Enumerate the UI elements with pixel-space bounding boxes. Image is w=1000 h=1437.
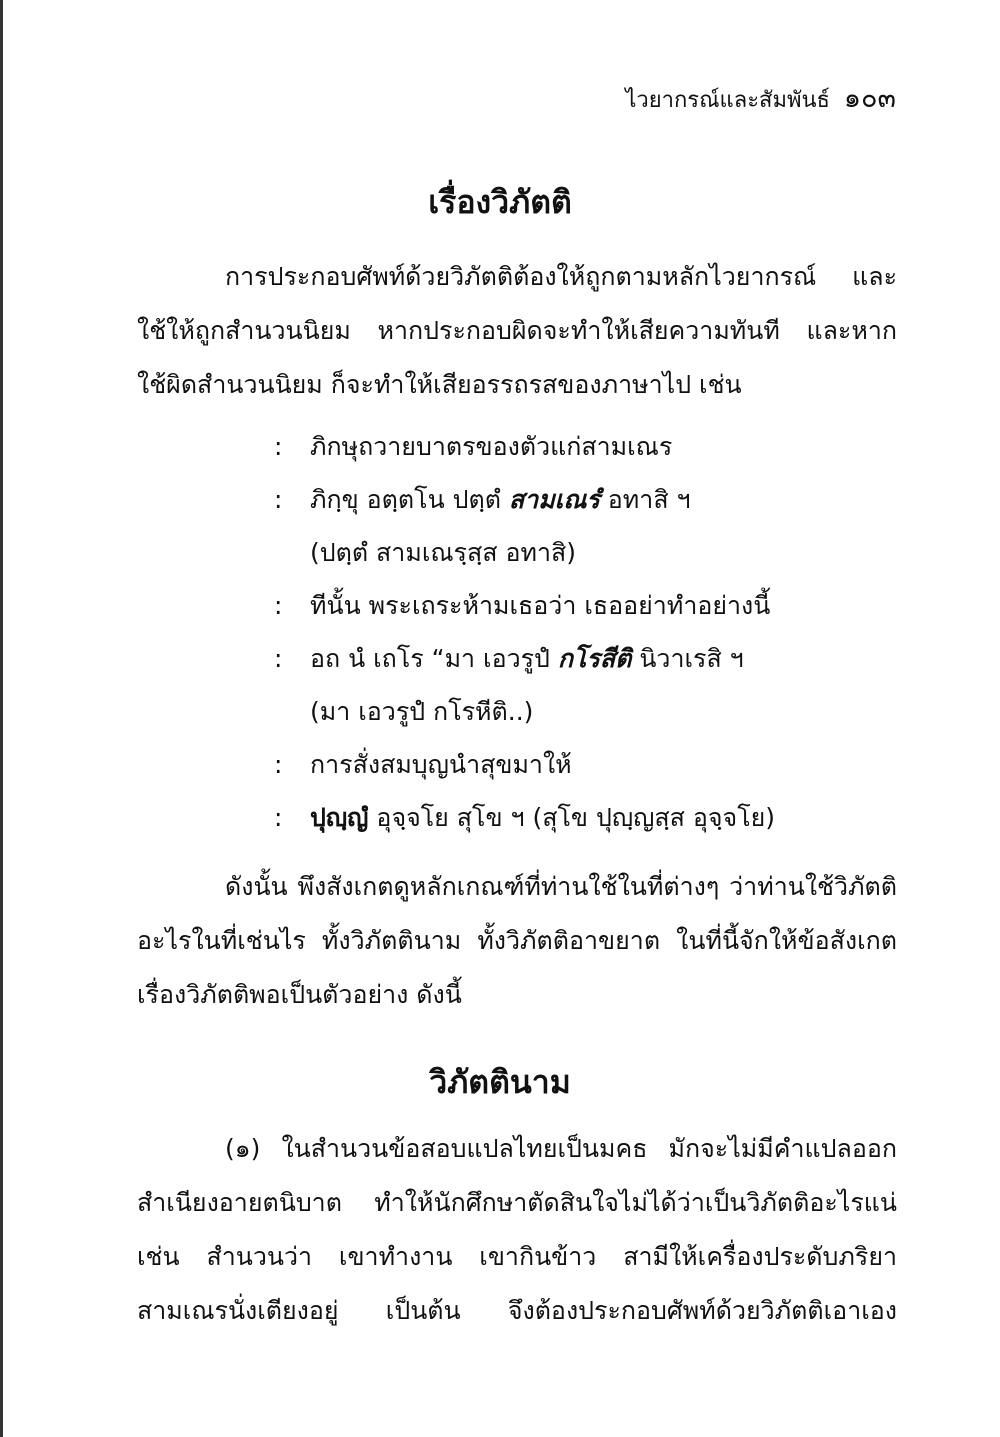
example-thai: ทีนั้น พระเถระห้ามเธอว่า เธออย่าทำอย่างนี้: [310, 591, 771, 620]
example-colon: :: [274, 485, 283, 514]
example-line: [274, 420, 900, 473]
example-pali: อุจฺจโย สุโข ฯ (สุโข ปุญฺญสฺส อุจฺจโย): [368, 803, 776, 832]
example-colon: :: [274, 591, 283, 620]
conclusion-paragraph: [137, 860, 897, 1022]
intro-paragraph: [137, 250, 897, 412]
conclusion-line: อะไรในที่เช่นไร ทั้งวิภัตตินาม ทั้งวิภัตติอาขยาต ในที่นี้จักให้ข้อสังเกต: [137, 926, 897, 955]
example-thai: การสั่งสมบุญนำสุขมาให้: [310, 750, 572, 779]
intro-line: ใช้ผิดสำนวนนิยม ก็จะทำให้เสียอรรถรสของภาษาไป เช่น: [137, 370, 742, 399]
example-thai: ภิกษุถวายบาตรของตัวแก่สามเณร: [310, 432, 673, 461]
item-1-paragraph: [137, 1122, 897, 1338]
example-colon: :: [274, 803, 283, 832]
intro-line: ใช้ให้ถูกสำนวนนิยม หากประกอบผิดจะทำให้เสียความทันที และหาก: [137, 316, 897, 345]
running-header-title: ไวยากรณ์และสัมพันธ์: [625, 88, 830, 113]
example-line: [274, 791, 900, 844]
conclusion-line: ดังนั้น พึงสังเกตดูหลักเกณฑ์ที่ท่านใช้ในที่ต่างๆ ว่าท่านใช้วิภัตติ: [225, 872, 897, 901]
example-colon: :: [274, 432, 283, 461]
example-line: [274, 473, 900, 526]
example-bold-word: ปุญฺญํ: [310, 803, 369, 832]
section-title: เรื่องวิภัตติ: [428, 183, 572, 221]
conclusion-line: เรื่องวิภัตติพอเป็นตัวอย่าง ดังนี้: [137, 980, 462, 1009]
running-header: [625, 84, 896, 116]
example-line: [274, 632, 900, 685]
example-correction: [274, 526, 900, 579]
example-list: [274, 420, 900, 844]
subsection-title: วิภัตตินาม: [429, 1063, 571, 1101]
item-1-line: สำเนียงอายตนิบาต ทำให้นักศึกษาตัดสินใจไม่ได้ว่าเป็นวิภัตติอะไรแน่: [137, 1188, 897, 1217]
intro-line: การประกอบศัพท์ด้วยวิภัตติต้องให้ถูกตามหลักไวยากรณ์ และ: [225, 262, 897, 291]
example-colon: :: [274, 750, 283, 779]
example-correction-text: (มา เอวรูปํ กโรหีติ..): [310, 697, 534, 726]
example-correction: [274, 685, 900, 738]
item-1-line: (๑) ในสำนวนข้อสอบแปลไทยเป็นมคธ มักจะไม่มีคำแปลออก: [225, 1134, 897, 1163]
example-pali: อทาสิ ฯ: [599, 485, 691, 514]
example-emphasis-word: กโรสีติ: [557, 644, 632, 673]
example-correction-text: (ปตฺตํ สามเณรฺสฺส อทาสิ): [310, 538, 576, 567]
example-line: [274, 579, 900, 632]
example-pali: ภิกฺขุ อตฺตโน ปตฺตํ: [310, 485, 509, 514]
page-number: ๑๐๓: [843, 83, 896, 114]
example-pali: อถ นํ เถโร “มา เอวรูปํ: [310, 644, 558, 673]
example-emphasis-word: สามเณรํ: [508, 485, 600, 514]
example-line: [274, 738, 900, 791]
item-1-line: เช่น สำนวนว่า เขาทำงาน เขากินข้าว สามีให้เครื่องประดับภริยา: [137, 1242, 897, 1271]
item-1-line: สามเณรนั่งเตียงอยู่ เป็นต้น จึงต้องประกอบศัพท์ด้วยวิภัตติเอาเอง: [137, 1296, 897, 1325]
example-colon: :: [274, 644, 283, 673]
example-pali: นิวาเรสิ ฯ: [631, 644, 744, 673]
